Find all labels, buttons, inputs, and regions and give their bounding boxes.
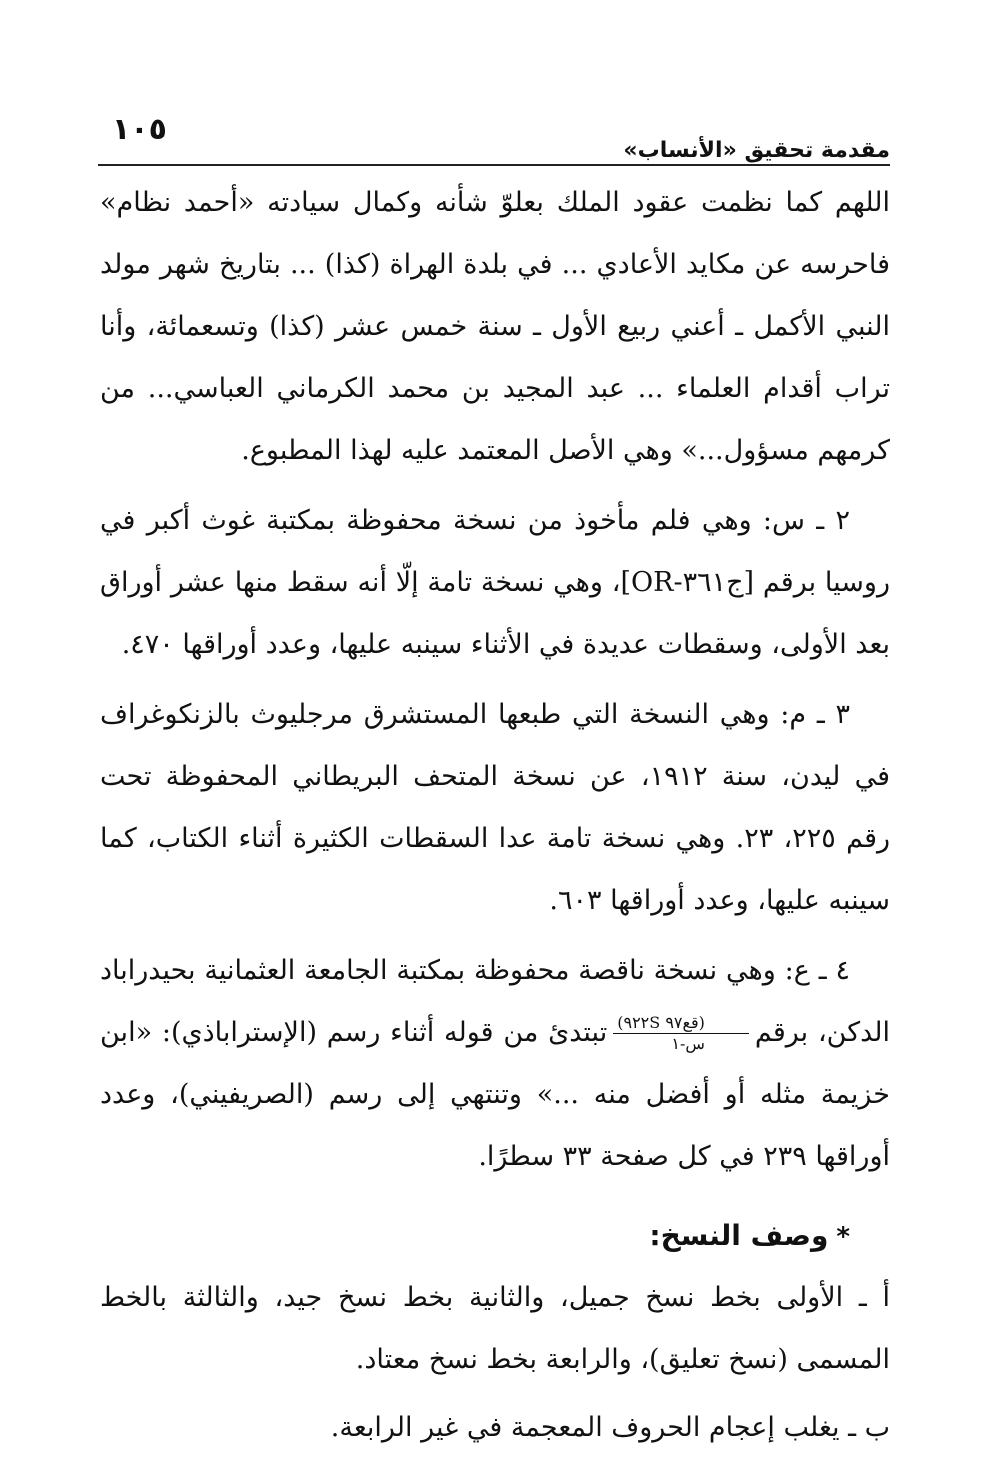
paragraph-manuscript-ayn-end: تبتدئ من قوله أثناء رسم (الإستراباذي): «ابن خزيمة مثله أو أفضل منه ...» وتنتهي إلى رسم (الصريفيني)، وعدد أوراقها ٢٣٩ في كل صفحة ٣٣ سطرًا. [100,1017,890,1172]
list-item-a: أ ـ الأولى بخط نسخ جميل، والثانية بخط نسخ جيد، والثالثة بالخط المسمى (نسخ تعليق)، والرابعة بخط نسخ معتاد. [100,1282,890,1375]
shelfmark-fraction [613,1013,749,1054]
section-heading [100,1206,890,1267]
list-item-b: ب ـ يغلب إعجام الحروف المعجمة في غير الرابعة. [330,1412,890,1443]
paragraph-manuscript-mim: ٣ ـ م: وهي النسخة التي طبعها المستشرق مرجليوث بالزنكوغراف في ليدن، سنة ١٩١٢، عن نسخة المتحف البريطاني المحفوظة تحت رقم ٢٢٥، ٢٣. وهي نسخة تامة عدا السقطات الكثيرة أثناء الكتاب، كما سينبه عليها، وعدد أوراقها ٦٠٣. [100,699,891,916]
paragraph-manuscript-ayn-start: ٤ ـ ع: وهي نسخة ناقصة محفوظة بمكتبة الجامعة العثمانية بحيدراباد الدكن، برقم [100,955,890,1048]
header-rule [98,164,890,166]
star-bullet-icon: * [836,1222,850,1252]
shelfmark-numerator: (قع٩٧ ٩٢٢S) [613,1013,749,1034]
page-header [100,112,890,163]
paragraph-manuscript-sin: ٢ ـ س: وهي فلم مأخوذ من نسخة محفوظة بمكتبة غوث أكبر في روسيا برقم [ج٣٦١-OR]، وهي نسخة تامة إلّا أنه سقط منها عشر أوراق بعد الأولى، وسقطات عديدة في الأثناء سينبه عليها، وعدد أوراقها ٤٧٠. [100,505,890,660]
paragraph-colophon: اللهم كما نظمت عقود الملك بعلوّ شأنه وكمال سيادته «أحمد نظام» فاحرسه عن مكايد الأعادي ... في بلدة الهراة (كذا) ... بتاريخ شهر مولد النبي الأكمل ـ أعني ربيع الأول ـ سنة خمس عشر (كذا) وتسعمائة، وأنا تراب أقدام العلماء ... عبد المجيد بن محمد الكرماني العباسي... من كرمهم مسؤول...» وهي الأصل المعتمد عليه لهذا المطبوع. [100,187,890,466]
paragraph-manuscript-ayn [100,940,890,1188]
section-heading-text: وصف النسخ: [649,1219,829,1252]
page-body [100,172,890,1459]
shelfmark-denominator: س-١ [671,1034,705,1053]
page-number: ١٠٥ [112,112,167,147]
running-title: مقدمة تحقيق «الأنساب» [623,138,890,163]
